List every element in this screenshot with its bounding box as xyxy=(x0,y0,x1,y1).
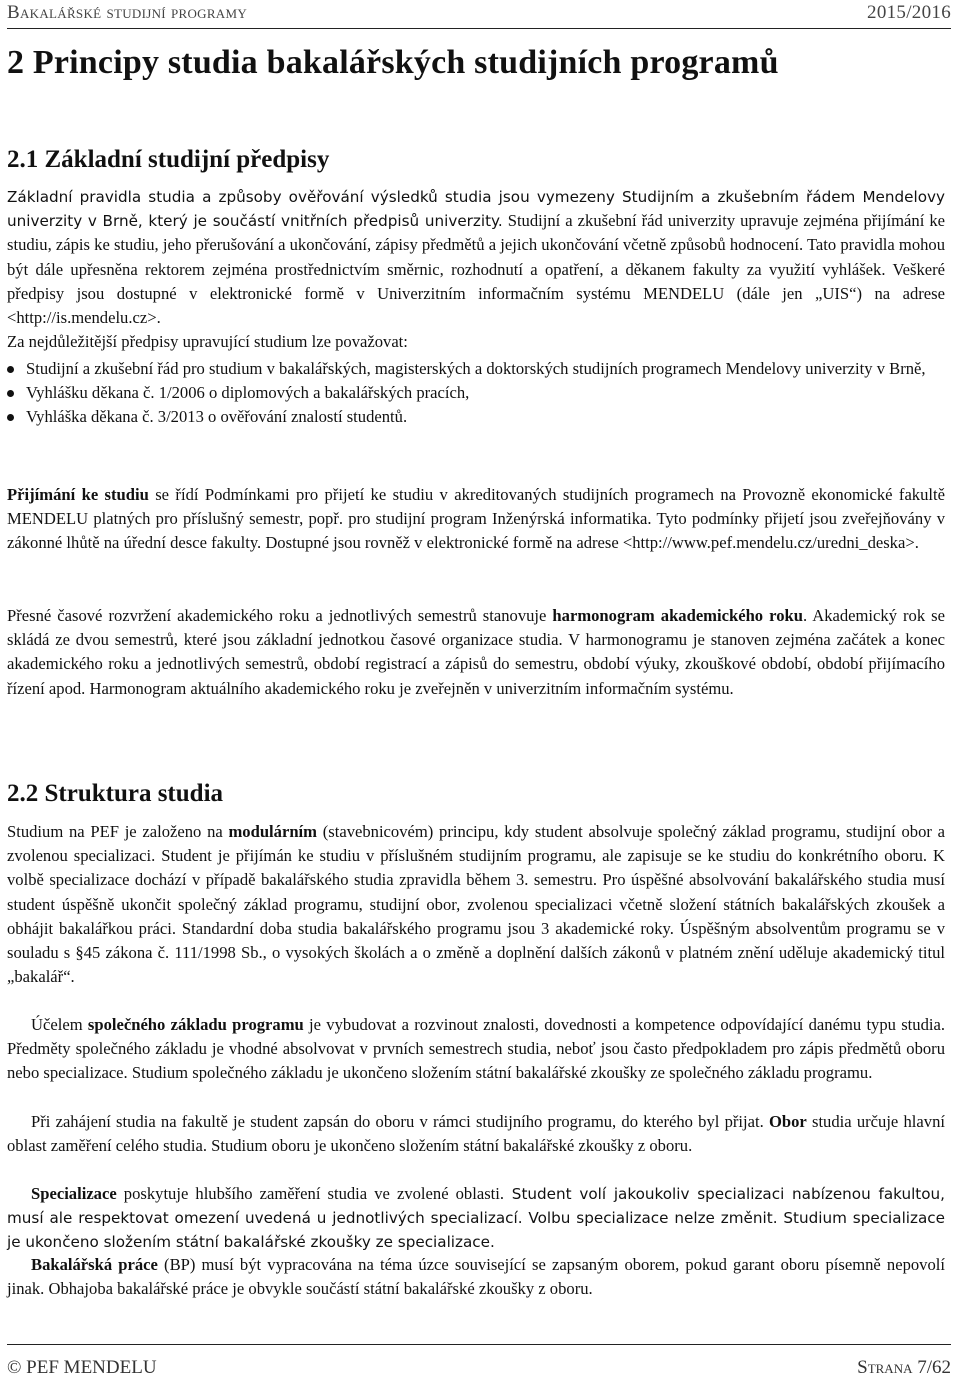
bullet-icon xyxy=(7,390,14,397)
header-title: Bakalářské studijní programy xyxy=(7,2,248,23)
footer-copyright: © PEF MENDELU xyxy=(7,1357,157,1378)
paragraph-regulations-part2: Studijní a zkušební řád univerzity upravuje zejména přijímání ke studiu, zápis ke studiu, jeho přerušování a ukončování, zápisy předmětů a jejich ukončování včetně způsobů hodnocení. xyxy=(7,211,945,255)
paragraph-field: Při zahájení studia na fakultě je student zapsán do oboru v rámci studijního programu, do kterého byl přijat. Obor studia určuje hlavní oblast zaměření celého studia. Studium oboru je ukončeno složením státní bakalářské zkoušky z oboru. xyxy=(7,1112,945,1156)
chapter-title: 2 Principy studia bakalářských studijních programů xyxy=(7,44,779,81)
section-heading-2-1: 2.1 Základní studijní předpisy xyxy=(7,146,330,173)
paragraph-thesis: Bakalářská práce (BP) musí být vypracována na téma úzce související se zapsaným oborem, pokud garant oboru písemně nepovolí jinak. Obhajoba bakalářské práce je obvykle součástí státní bakalářské zkoušky z oboru. xyxy=(7,1255,945,1299)
paragraph-specialization: Specializace poskytuje hlubšího zaměření studia ve zvolené oblasti. Student volí jakoukoliv specializaci nabízenou fakultou, musí ale respektovat omezení uvedená u jednotlivých specializací. Volbu specializace nelze změnit. Studium specializace je ukončeno složením státní bakalářské zkoušky ze specializace. xyxy=(7,1184,945,1252)
term-field: Obor xyxy=(768,1112,807,1131)
list-item: Vyhláška děkana č. 3/2013 o ověřování znalostí studentů. xyxy=(7,405,945,429)
paragraph-common-base: Účelem společného základu programu je vybudovat a rozvinout znalosti, dovednosti a kompetence odpovídající danému typu studia. Předměty společného základu je vhodné absolvovat v prvních semestrech studia, neboť jsou často předpokladem pro zápis předmětů oboru nebo specializace. Studium společného základu je ukončeno složením státní bakalářské zkoušky ze společného základu programu. xyxy=(7,1015,946,1083)
page-footer xyxy=(7,1344,951,1377)
term-common-base: společného základu programu xyxy=(87,1015,304,1034)
regulations-list xyxy=(7,357,945,430)
paragraph-regulations xyxy=(7,185,945,330)
term-modular: modulárním xyxy=(228,822,317,841)
paragraph-key-regulations: Za nejdůležitější předpisy upravující studium lze považovat: xyxy=(7,332,408,351)
paragraph-regulations-part3: Tato pravidla mohou být dále upřesněna rektorem zejména prostřednictvím směrnic, rozhodnutí a opatření, a děkanem fakulty za využití vyhlášek. Veškeré předpisy jsou dostupné v elektronické formě v Univerzitním informačním systému MENDELU (dále jen „UIS“) na adrese <http://is.mendelu.cz>. xyxy=(7,235,946,328)
term-specialization: Specializace xyxy=(31,1184,117,1203)
term-admission: Přijímání ke studiu xyxy=(7,485,149,504)
section-heading-2-2: 2.2 Struktura studia xyxy=(7,780,224,807)
list-item: Vyhlášku děkana č. 1/2006 o diplomových a bakalářských pracích, xyxy=(7,381,945,405)
paragraph-modular: Studium na PEF je založeno na modulárním (stavebnicovém) principu, kdy student absolvuje společný základ programu, studijní obor a zvolenou specializaci. Student je přijímán ke studiu v příslušném studijním programu, ale zapisuje se ke studiu do konkrétního oboru. K volbě specializace dochází v případě bakalářského studia zpravidla během 3. semestru. Pro úspěšné absolvování bakalářského studia musí student úspěšně ukončit společný základ programu, studijní obor, zvolenou specializaci včetně složení státních bakalářských zkoušek a obhájit bakalářkou práci. Standardní doba studia bakalářského programu jsou 3 akademické roky. Úspěšným absolventům programu se v souladu s §45 zákona č. 111/1998 Sb., o vysokých školách a o změně a doplnění dalších zákonů v platném znění uděluje akademický titul „bakalář“. xyxy=(7,822,945,987)
paragraph-schedule: Přesné časové rozvržení akademického roku a jednotlivých semestrů stanovuje harmonogram akademického roku. Akademický rok se skládá ze dvou semestrů, které jsou základní jednotkou časové organizace studia. V harmonogramu je stanoven zejména začátek a konec akademického roku a jednotlivých semestrů, období registrací a zápisů do semestru, období výuky, zkouškové období, období přijímacího řízení apod. Harmonogram aktuálního akademického roku je zveřejněn v univerzitním informačním systému. xyxy=(7,606,945,698)
list-item: Studijní a zkušební řád pro studium v bakalářských, magisterských a doktorských studijních programech Mendelovy univerzity v Brně, xyxy=(7,357,945,381)
term-thesis: Bakalářská práce xyxy=(31,1255,158,1274)
bullet-icon xyxy=(7,414,14,421)
bullet-icon xyxy=(7,366,14,373)
term-schedule: harmonogram akademického roku xyxy=(552,606,803,625)
footer-page-number: Strana 7/62 xyxy=(857,1357,951,1378)
page-header xyxy=(7,2,951,29)
paragraph-admission: Přijímání ke studiu se řídí Podmínkami pro přijetí ke studiu v akreditovaných studijních programech na Provozně ekonomické fakultě MENDELU platných pro příslušný semestr, popř. pro studijní program Inženýrská informatika. Tyto podmínky přijetí jsou zveřejňovány v zákonné lhůtě na úřední desce fakulty. Dostupné jsou rovněž v elektronické formě na adrese <http://www.pef.mendelu.cz/uredni_deska>. xyxy=(7,485,945,553)
header-year: 2015/2016 xyxy=(867,2,951,23)
paragraph-regulations-part1: Základní pravidla studia a způsoby ověřování výsledků studia jsou vymezeny Studijním a zkušebním řádem Mendelovy univerzity v Brně, který je součástí vnitřních předpisů univerzity. xyxy=(7,188,945,231)
